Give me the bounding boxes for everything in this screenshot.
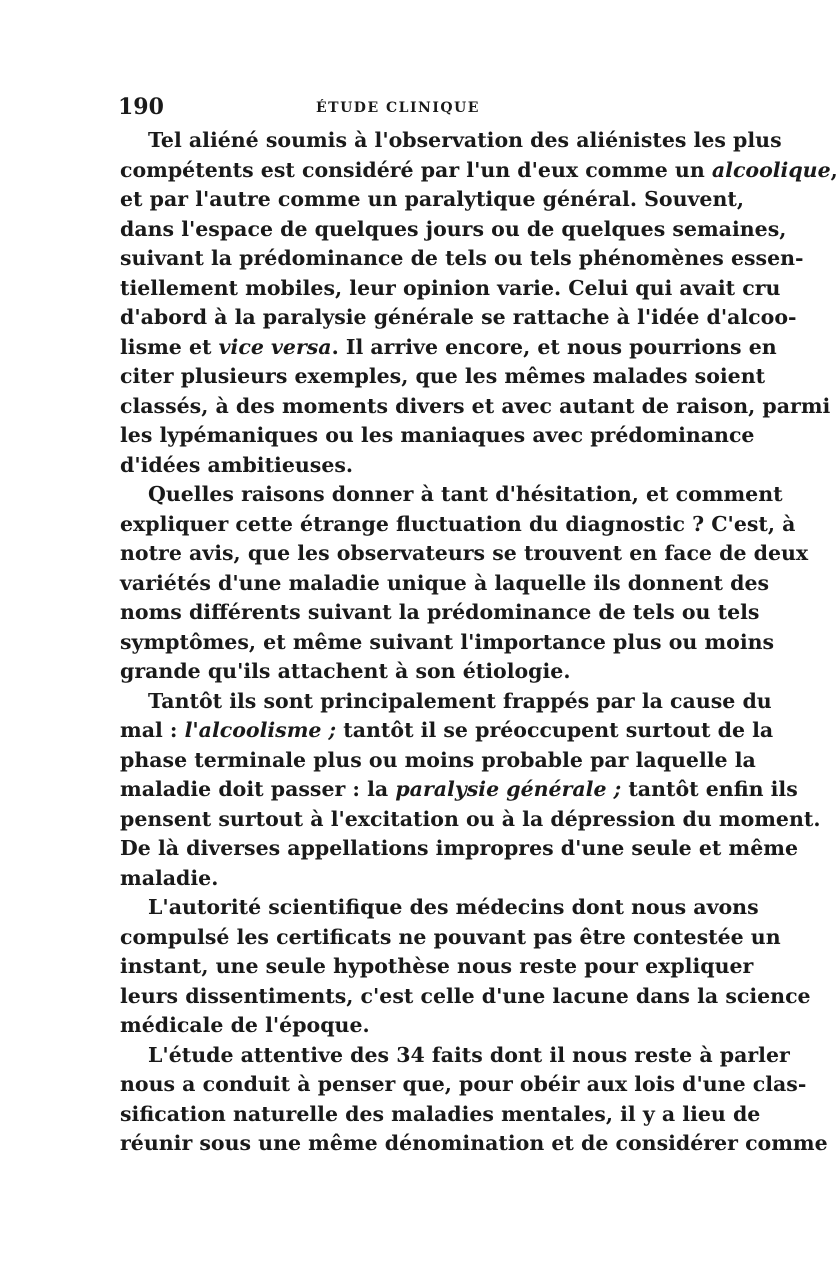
text-line: grande qu'ils attachent à son étiologie.	[120, 659, 571, 683]
text-line: lisme et vice versa. Il arrive encore, et nous pourrions en	[120, 334, 777, 359]
text-line: De là diverses appellations impropres d'une seule et même	[120, 836, 798, 860]
text-line: les lypémaniques ou les maniaques avec prédominance	[120, 423, 755, 447]
text-line: pensent surtout à l'excitation ou à la dépression du moment.	[120, 806, 821, 831]
text-line: et par l'autre comme un paralytique général. Souvent,	[120, 187, 744, 211]
text-line: symptômes, et même suivant l'importance plus ou moins	[120, 629, 775, 654]
text-line: noms différents suivant la prédominance de tels ou tels	[120, 600, 760, 624]
italic-term: alcoolique	[711, 157, 831, 182]
text-line: Quelles raisons donner à tant d'hésitation, et comment	[148, 482, 783, 506]
text-line: tiellement mobiles, leur opinion varie. Celui qui avait cru	[120, 275, 781, 300]
text-line: L'autorité scientifique des médecins dont nous avons	[148, 895, 759, 919]
text-line: mal : l'alcoolisme ; tantôt il se préoccupent surtout de la	[120, 718, 774, 742]
text-line: compétents est considéré par l'un d'eux comme un alcoolique,	[120, 157, 838, 182]
text-line: nous a conduit à penser que, pour obéir aux lois d'une clas-	[120, 1072, 807, 1096]
text-line: d'abord à la paralysie générale se rattache à l'idée d'alcoo-	[120, 305, 797, 329]
paragraph	[120, 1041, 828, 1159]
text-line: Tel aliéné soumis à l'observation des aliénistes les plus	[148, 128, 782, 152]
italic-term: l'alcoolisme ;	[184, 718, 337, 742]
text-line: classés, à des moments divers et avec autant de raison, parmi	[120, 393, 831, 418]
text-line: leurs dissentiments, c'est celle d'une lacune dans la science	[120, 983, 811, 1008]
text-line: maladie.	[120, 865, 219, 890]
text-line: phase terminale plus ou moins probable par laquelle la	[120, 747, 756, 772]
paragraph	[120, 480, 809, 687]
text-line: L'étude attentive des 34 faits dont il nous reste à parler	[148, 1042, 790, 1067]
page-number: 190	[118, 94, 164, 120]
paragraph	[120, 126, 838, 480]
paragraph	[120, 687, 821, 894]
text-line: Tantôt ils sont principalement frappés par la cause du	[148, 688, 772, 713]
text-line: citer plusieurs exemples, que les mêmes malades soient	[120, 364, 766, 388]
body-text	[120, 126, 838, 1159]
text-line: médicale de l'époque.	[120, 1013, 370, 1037]
text-line: instant, une seule hypothèse nous reste pour expliquer	[120, 954, 754, 978]
text-line: suivant la prédominance de tels ou tels phénomènes essen-	[120, 246, 804, 270]
italic-term: paralysie générale ;	[395, 777, 622, 801]
text-line: sification naturelle des maladies mentales, il y a lieu de	[120, 1101, 761, 1126]
text-line: notre avis, que les observateurs se trouvent en face de deux	[120, 541, 809, 565]
paragraph	[120, 893, 811, 1041]
running-title: ÉTUDE CLINIQUE	[316, 100, 480, 116]
text-line: compulsé les certificats ne pouvant pas être contestée un	[120, 924, 781, 949]
text-line: expliquer cette étrange fluctuation du diagnostic ? C'est, à	[120, 511, 796, 536]
text-line: réunir sous une même dénomination et de considérer comme	[120, 1131, 828, 1155]
text-line: d'idées ambitieuses.	[120, 452, 354, 477]
italic-term: vice versa	[218, 334, 332, 359]
text-line: maladie doit passer : la paralysie générale ; tantôt enfin ils	[120, 777, 798, 801]
text-line: variétés d'une maladie unique à laquelle ils donnent des	[120, 570, 770, 595]
text-line: dans l'espace de quelques jours ou de quelques semaines,	[120, 216, 787, 241]
